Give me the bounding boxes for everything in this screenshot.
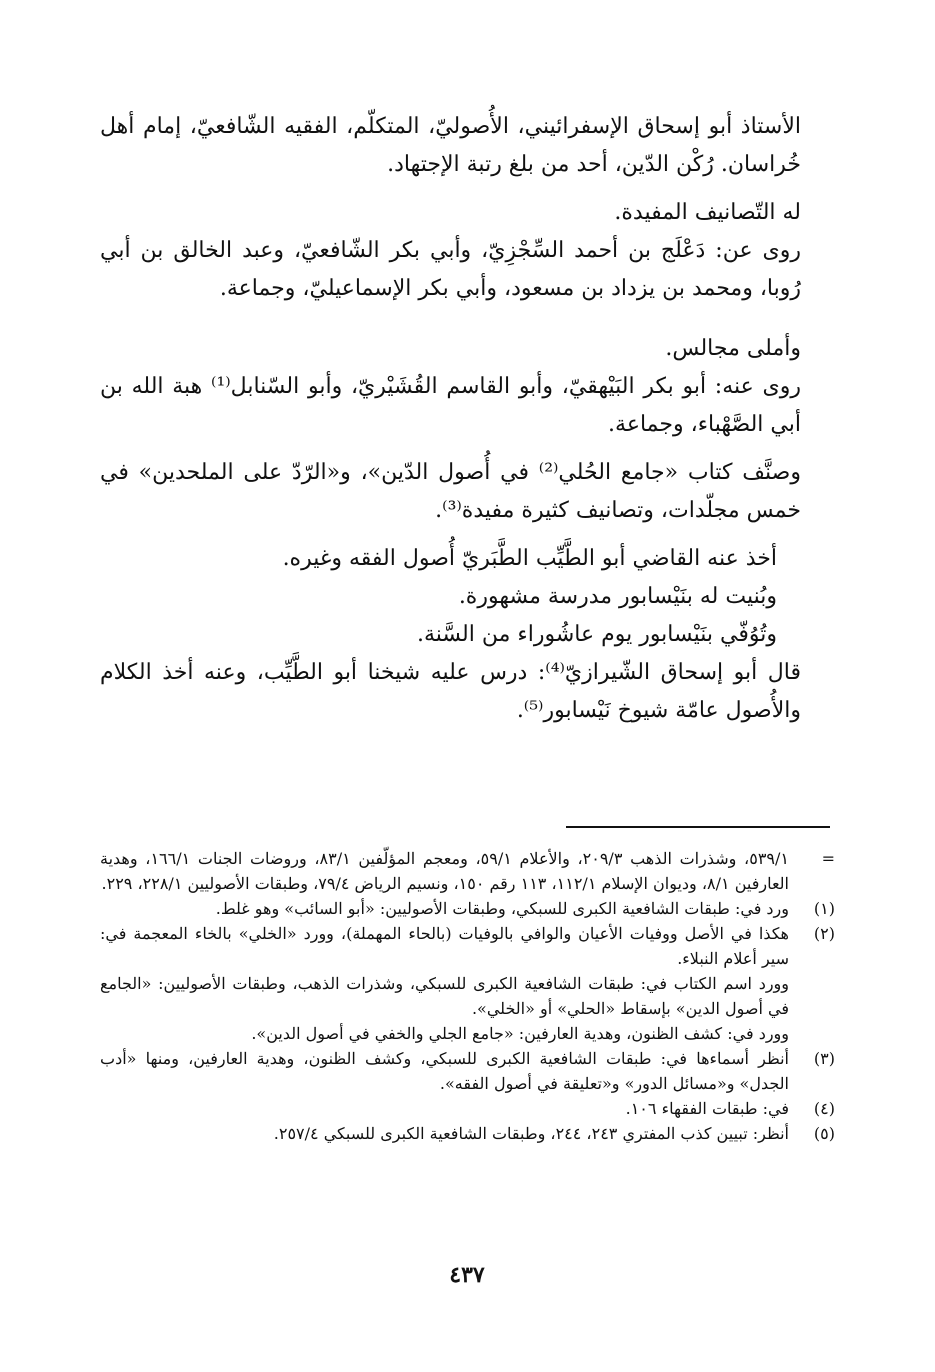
dictation-paragraph: وأملى مجالس. <box>665 336 801 361</box>
compositions-paragraph: وصنَّف كتاب «جامع الحُلي⁽²⁾ في أُصول الدّين»، و«الرّدّ على الملحدين» في خمس مجلّدات، وتصانيف كثيرة مفيدة⁽³⁾. <box>100 460 801 523</box>
footnote-mark: (٣) <box>813 1049 835 1068</box>
works-paragraph: له التّصانيف المفيدة. <box>614 200 801 225</box>
footnote <box>100 846 835 896</box>
death-line: وتُوُفّي بنَيْسابور يوم عاشُوراء من السَّنة. <box>417 622 777 647</box>
footnote <box>100 1096 835 1121</box>
footnote-text: هكذا في الأصل ووفيات الأعيان والوافي بالوفيات (بالحاء المهملة)، وورد «الخلي» بالخاء المعجمة في: سير أعلام النبلاء. <box>100 924 789 968</box>
footnote-mark: (٥) <box>813 1124 835 1143</box>
footnote <box>100 1046 835 1096</box>
main-text <box>100 108 835 730</box>
footnote-separator <box>566 826 830 828</box>
footnote <box>100 971 835 1021</box>
footnote-text: أنظر: تبيين كذب المفتري ٢٤٣، ٢٤٤، وطبقات الشافعية الكبرى للسبكي ٢٥٧/٤. <box>273 1124 789 1143</box>
narrated-from-paragraph: روى عن: دَعْلَج بن أحمد السِّجْزِيّ، وأبي بكر الشّافعيّ، وعبد الخالق بن أبي رُوبا، ومحمد بن يزداد بن مسعود، وأبي بكر الإسماعيليّ، وجماعة. <box>100 238 801 301</box>
shirazi-quote-paragraph: قال أبو إسحاق الشّيرازيّ⁽⁴⁾: درس عليه شيخنا أبو الطَّيِّب، وعنه أخذ الكلام والأُصول عامّة شيوخ نَيْسابور⁽⁵⁾. <box>100 660 801 723</box>
footnote-text: أنظر أسماءها في: طبقات الشافعية الكبرى للسبكي، وكشف الظنون، وهدية العارفين، ومنها «أدب الجدل» و«مسائل الدور» و«تعليقة في أصول الفقه». <box>100 1049 789 1093</box>
footnotes <box>100 846 835 1146</box>
footnote-mark: (٢) <box>813 924 835 943</box>
footnote-mark <box>789 971 835 1021</box>
footnote <box>100 1121 835 1146</box>
footnote-text: وورد اسم الكتاب في: طبقات الشافعية الكبرى للسبكي، وشذرات الذهب، وطبقات الأصوليين: «الجامع في أصول الدين» بإسقاط «الحلي» أو «الخلي». <box>100 974 789 1018</box>
narrators-paragraph: روى عنه: أبو بكر البَيْهقيّ، وأبو القاسم القُشَيْريّ، وأبو السّنابل⁽¹⁾ هبة الله بن أبي الصَّهْباء، وجماعة. <box>100 374 801 437</box>
page-number: ٤٣٧ <box>449 1262 485 1288</box>
students-line: أخذ عنه القاضي أبو الطَّيِّب الطَّبَريّ أُصول الفقه وغيره. <box>282 546 777 571</box>
footnote-mark: (٤) <box>813 1099 835 1118</box>
footnote-text: ٥٣٩/١، وشذرات الذهب ٢٠٩/٣، والأعلام ٥٩/١، ومعجم المؤلّفين ٨٣/١، وروضات الجنات ١٦٦/١، وهدية العارفين ٨/١، وديوان الإسلام ١١٢/١، ١١٣ رقم ١٥٠، ونسيم الرياض ٧٩/٤، وطبقات الأصوليين ٢٢٨/١، ٢٢٩. <box>100 849 789 893</box>
footnote-text: وورد في: كشف الظنون، وهدية العارفين: «جامع الجلي والخفي في أصول الدين». <box>251 1024 789 1043</box>
biography-paragraph: الأستاذ أبو إسحاق الإسفرائيني، الأُصوليّ، المتكلّم، الفقيه الشّافعيّ، إمام أهل خُراسان. رُكْن الدّين، أحد من بلغ رتبة الإجتهاد. <box>100 114 801 177</box>
footnote-text: ورد في: طبقات الشافعية الكبرى للسبكي، وطبقات الأصوليين: «أبو السائب» وهو غلط. <box>215 899 789 918</box>
footnote-mark <box>789 1021 835 1046</box>
footnote-text: في: طبقات الفقهاء ١٠٦. <box>625 1099 789 1118</box>
footnote <box>100 1021 835 1046</box>
footnote-mark: (١) <box>813 899 835 918</box>
footnote <box>100 896 835 921</box>
footnote-mark: = <box>821 849 835 868</box>
school-line: وبُنيت له بنَيْسابور مدرسة مشهورة. <box>458 584 777 609</box>
footnote <box>100 921 835 971</box>
